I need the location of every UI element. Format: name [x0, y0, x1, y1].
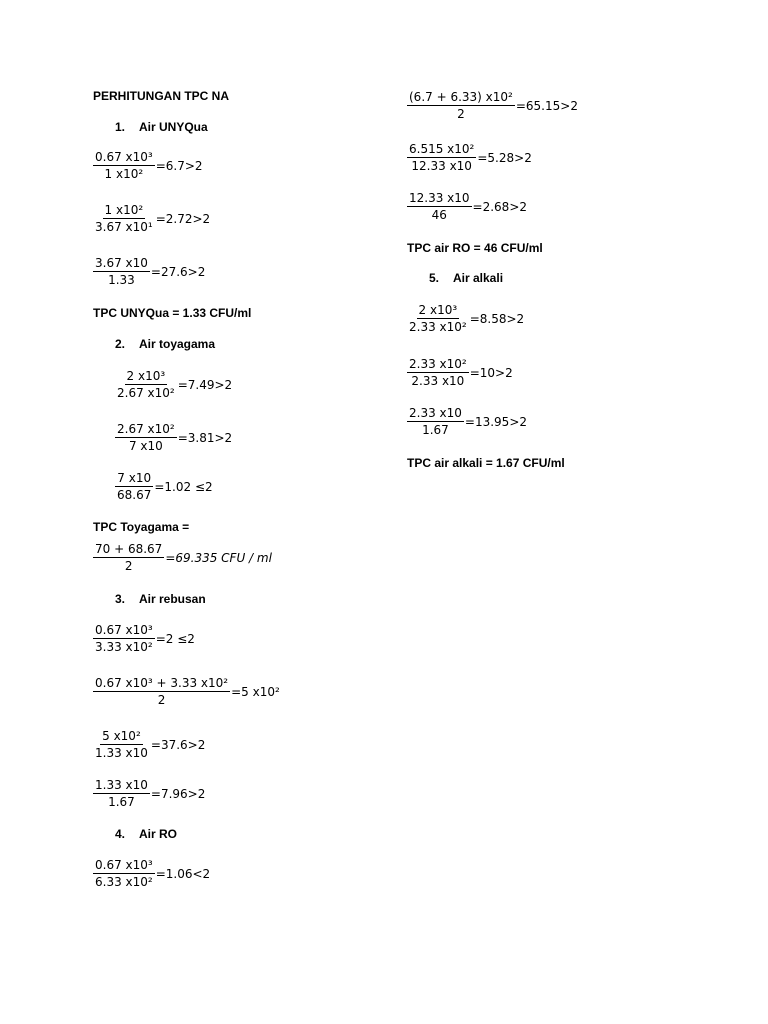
equation: [93, 255, 205, 288]
equation: [407, 89, 578, 122]
numerator: 1.33 x10: [95, 778, 148, 792]
section-label: Air toyagama: [139, 337, 216, 351]
equation: [407, 190, 527, 223]
numerator: 0.67 x10³: [95, 623, 153, 637]
section-number: 4.: [115, 827, 126, 841]
section-heading-1: [115, 120, 208, 134]
fraction: [115, 421, 177, 454]
equation: [93, 470, 213, 503]
numerator: 1 x10²: [104, 203, 144, 217]
tpc-result: TPC air RO = 46 CFU/ml: [407, 241, 543, 255]
section-number: 3.: [115, 592, 126, 606]
fraction: [407, 356, 469, 389]
equation: [93, 368, 232, 401]
equation: [93, 857, 210, 890]
equation-result: =69.335 CFU / ml: [165, 550, 272, 565]
equation-result: =1.02 ≤2: [154, 479, 213, 494]
equation-result: =5 x10²: [231, 684, 280, 699]
fraction: [93, 777, 150, 810]
equation-result: =13.95>2: [464, 414, 528, 429]
denominator: 68.67: [117, 488, 152, 502]
denominator: 1.33 x10: [95, 746, 148, 760]
equation-result: =27.6>2: [150, 264, 206, 279]
fraction: [93, 857, 155, 890]
equation-result: =2.68>2: [472, 199, 528, 214]
numerator: 2 x10³: [126, 369, 166, 383]
tpc-result: TPC UNYQua = 1.33 CFU/ml: [93, 306, 252, 320]
numerator: 2.67 x10²: [117, 422, 175, 436]
section-heading-5: [429, 271, 503, 285]
equation-result: =2.72>2: [155, 211, 211, 226]
numerator: 5 x10²: [102, 729, 141, 743]
equation: [93, 202, 210, 235]
equation: [93, 421, 232, 454]
numerator: 7 x10: [117, 471, 152, 485]
section-label: Air rebusan: [139, 592, 206, 606]
equation: [93, 622, 195, 655]
section-heading-2: [115, 337, 215, 351]
equation-result: =8.58>2: [469, 311, 525, 326]
numerator: 0.67 x10³: [95, 150, 153, 164]
fraction: [93, 675, 230, 708]
section-heading-3: [115, 592, 206, 606]
numerator: 70 + 68.67: [95, 542, 163, 556]
numerator: 0.67 x10³: [95, 858, 153, 872]
numerator: 2.33 x10²: [409, 357, 467, 371]
section-number: 2.: [115, 337, 126, 351]
denominator: 6.33 x10²: [95, 875, 153, 889]
fraction: [93, 728, 150, 761]
section-label: Air RO: [139, 827, 178, 841]
section-number: 1.: [115, 120, 126, 134]
fraction: [407, 302, 469, 335]
denominator: 3.33 x10²: [95, 640, 153, 654]
equation: [407, 141, 532, 174]
equation: [93, 728, 205, 761]
denominator: 3.67 x10¹: [95, 220, 153, 234]
denominator: 2: [124, 559, 133, 573]
denominator: 1.67: [108, 795, 135, 809]
equation-result: =7.96>2: [150, 786, 206, 801]
section-number: 5.: [429, 271, 440, 285]
fraction: [93, 541, 164, 574]
denominator: 2.33 x10²: [409, 320, 467, 334]
denominator: 1.67: [422, 423, 449, 437]
equation-result: =10>2: [469, 365, 513, 380]
fraction: [93, 622, 155, 655]
equation: [93, 777, 205, 810]
section-heading-4: [115, 827, 177, 841]
denominator: 7 x10: [128, 439, 163, 453]
denominator: 12.33 x10: [411, 159, 472, 173]
denominator: 46: [431, 208, 447, 222]
fraction: [407, 89, 515, 122]
numerator: 12.33 x10: [409, 191, 470, 205]
equation: [93, 149, 203, 182]
fraction: [93, 149, 155, 182]
equation-result: =65.15>2: [515, 98, 578, 113]
denominator: 2.67 x10²: [117, 386, 175, 400]
equation-result: =5.28>2: [477, 150, 532, 165]
equation-result: =6.7>2: [155, 158, 203, 173]
tpc-result: TPC Toyagama =: [93, 520, 190, 534]
section-label: Air UNYQua: [139, 120, 208, 134]
document-title: PERHITUNGAN TPC NA: [93, 89, 230, 103]
denominator: 1.33: [108, 273, 135, 287]
equation: [93, 675, 280, 708]
equation: [407, 356, 513, 389]
fraction: [407, 405, 464, 438]
section-label: Air alkali: [453, 271, 504, 285]
fraction: [93, 255, 150, 288]
numerator: 6.515 x10²: [409, 142, 475, 156]
denominator: 1 x10²: [104, 167, 144, 181]
fraction: [115, 470, 153, 503]
denominator: 2: [157, 693, 166, 707]
equation-result: =37.6>2: [150, 737, 206, 752]
numerator: 2 x10³: [418, 303, 458, 317]
numerator: (6.7 + 6.33) x10²: [409, 90, 513, 104]
equation-result: =3.81>2: [177, 430, 233, 445]
numerator: 2.33 x10: [409, 406, 462, 420]
fraction: [115, 368, 177, 401]
equation-result: =1.06<2: [155, 866, 211, 881]
equation-result: =7.49>2: [177, 377, 233, 392]
numerator: 0.67 x10³ + 3.33 x10²: [95, 676, 229, 690]
equation: [93, 541, 272, 574]
equation: [407, 405, 527, 438]
numerator: 3.67 x10: [95, 256, 148, 270]
equation: [407, 302, 524, 335]
fraction: [407, 141, 476, 174]
denominator: 2: [457, 107, 465, 121]
fraction: [407, 190, 472, 223]
tpc-result: TPC air alkali = 1.67 CFU/ml: [407, 456, 565, 470]
equation-result: =2 ≤2: [155, 631, 195, 646]
denominator: 2.33 x10: [411, 374, 465, 388]
fraction: [93, 202, 155, 235]
